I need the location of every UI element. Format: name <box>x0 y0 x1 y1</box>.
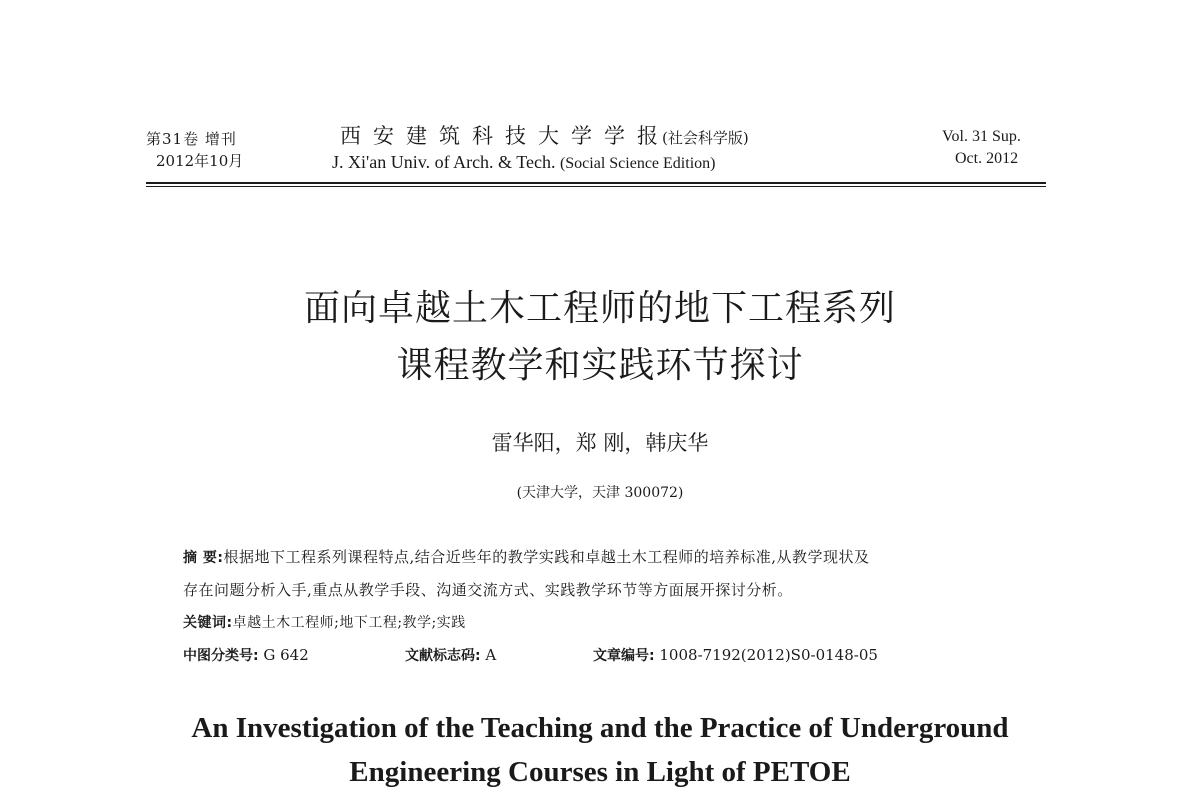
abstract-line1 <box>183 546 870 567</box>
abstract-text-2: 存在问题分析入手,重点从教学手段、沟通交流方式、实践教学环节等方面展开探讨分析。 <box>183 581 793 599</box>
volume-en: Vol. 31 Sup. <box>942 128 1021 145</box>
abstract-text-1: 根据地下工程系列课程特点,结合近些年的教学实践和卓越土木工程师的培养标准,从教学现状及 <box>223 548 870 566</box>
journal-edition-en: (Social Science Edition) <box>559 155 716 172</box>
header-rule-thick <box>146 182 1046 184</box>
date-en: Oct. 2012 <box>955 150 1019 167</box>
title-en-line2: Engineering Courses in Light of PETOE <box>349 756 851 788</box>
affiliation: (天津大学，天津 300072) <box>516 485 684 501</box>
doc-value: A <box>485 646 497 664</box>
clc-value: G 642 <box>263 646 309 664</box>
article-label: 文章编号: <box>593 648 655 664</box>
clc-label: 中图分类号: <box>183 648 259 664</box>
abstract-line2 <box>183 579 793 600</box>
doc-label: 文献标志码: <box>405 648 481 664</box>
document-code <box>405 645 496 665</box>
journal-name-cn: 西安建筑科技大学学报 <box>340 124 670 148</box>
title-cn-line1: 面向卓越土木工程师的地下工程系列 <box>303 288 896 329</box>
article-id <box>593 645 878 665</box>
journal-title-en <box>332 152 715 173</box>
journal-edition-cn: (社会科学版) <box>662 129 749 147</box>
date-cn: 2012年10月 <box>156 152 244 170</box>
journal-title-cn <box>340 120 749 150</box>
title-cn-line2: 课程教学和实践环节探讨 <box>396 345 804 386</box>
keywords-label: 关键词: <box>183 615 233 631</box>
abstract-label: 摘 要: <box>183 550 224 566</box>
clc-number <box>183 645 309 665</box>
keywords-text: 卓越土木工程师;地下工程;教学;实践 <box>232 615 466 631</box>
volume-cn: 第31卷 增刊 <box>146 130 237 148</box>
keywords-line <box>183 612 466 632</box>
title-en-line1: An Investigation of the Teaching and the Practice of Underground <box>191 712 1009 744</box>
article-value: 1008-7192(2012)S0-0148-05 <box>659 646 878 664</box>
authors: 雷华阳，郑 刚，韩庆华 <box>491 431 709 455</box>
header-rule-thin <box>146 186 1046 187</box>
journal-name-en: J. Xi'an Univ. of Arch. & Tech. <box>332 152 556 172</box>
